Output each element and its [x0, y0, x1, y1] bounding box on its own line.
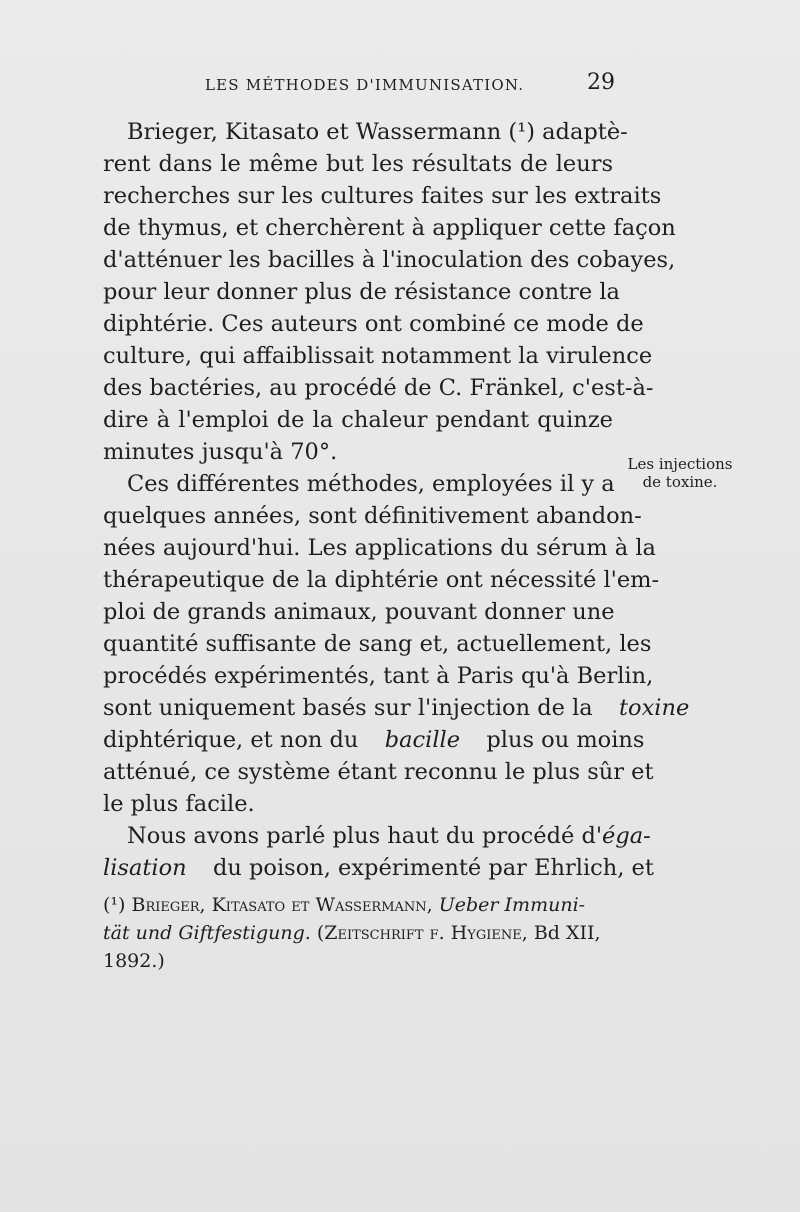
body-line-13: quelques années, sont définitivement abandon- — [103, 503, 642, 529]
body-line-3: recherches sur les cultures faites sur les extraits — [103, 183, 662, 209]
body-line-23: Nous avons parlé plus haut du procédé d'éga- — [127, 823, 651, 849]
body-line-15: thérapeutique de la diphtérie ont nécessité l'em- — [103, 567, 660, 593]
page-number: 29 — [587, 70, 615, 95]
body-line-8: culture, qui affaiblissait notamment la virulence — [103, 343, 653, 369]
body-line-10: dire à l'emploi de la chaleur pendant quinze — [103, 407, 613, 433]
footnote-block — [103, 891, 613, 975]
margin-note-line-2: de toxine. — [642, 473, 718, 491]
body-line-5: d'atténuer les bacilles à l'inoculation des cobayes, — [103, 247, 676, 273]
body-line-2: rent dans le même but les résultats de leurs — [103, 151, 613, 177]
footnote-line-2: tät und Giftfestigung. (Zeitschrift f. Hygiene, Bd XII, — [103, 922, 601, 944]
body-line-22: le plus facile. — [103, 791, 255, 817]
body-line-4: de thymus, et cherchèrent à appliquer cette façon — [103, 215, 676, 241]
running-header — [205, 70, 615, 95]
footnote-line-1: (¹) Brieger, Kitasato et Wassermann, Ueber Immuni- — [103, 894, 586, 916]
body-line-17: quantité suffisante de sang et, actuellement, les — [103, 631, 652, 657]
body-line-6: pour leur donner plus de résistance contre la — [103, 279, 620, 305]
body-line-1: Brieger, Kitasato et Wassermann (¹) adaptè- — [127, 119, 628, 145]
body-line-24: lisation du poison, expérimenté par Ehrlich, et — [103, 855, 654, 881]
running-title: LES MÉTHODES D'IMMUNISATION. — [205, 76, 525, 94]
body-line-18: procédés expérimentés, tant à Paris qu'à Berlin, — [103, 663, 654, 689]
body-line-12: Ces différentes méthodes, employées il y a — [127, 471, 615, 497]
body-line-11: minutes jusqu'à 70°. — [103, 439, 338, 465]
body-line-21: atténué, ce système étant reconnu le plus sûr et — [103, 759, 654, 785]
footnote-line-3: 1892.) — [103, 950, 165, 972]
body-line-20: diphtérique, et non du bacille plus ou moins — [103, 727, 645, 753]
margin-note-line-1: Les injections — [627, 455, 733, 473]
body-line-7: diphtérie. Ces auteurs ont combiné ce mode de — [103, 311, 644, 337]
body-line-19: sont uniquement basés sur l'injection de la toxine — [103, 695, 690, 721]
body-line-14: nées aujourd'hui. Les applications du sérum à la — [103, 535, 656, 561]
margin-note — [620, 455, 740, 491]
body-line-9: des bactéries, au procédé de C. Fränkel, c'est-à- — [103, 375, 654, 401]
body-line-16: ploi de grands animaux, pouvant donner une — [103, 599, 615, 625]
